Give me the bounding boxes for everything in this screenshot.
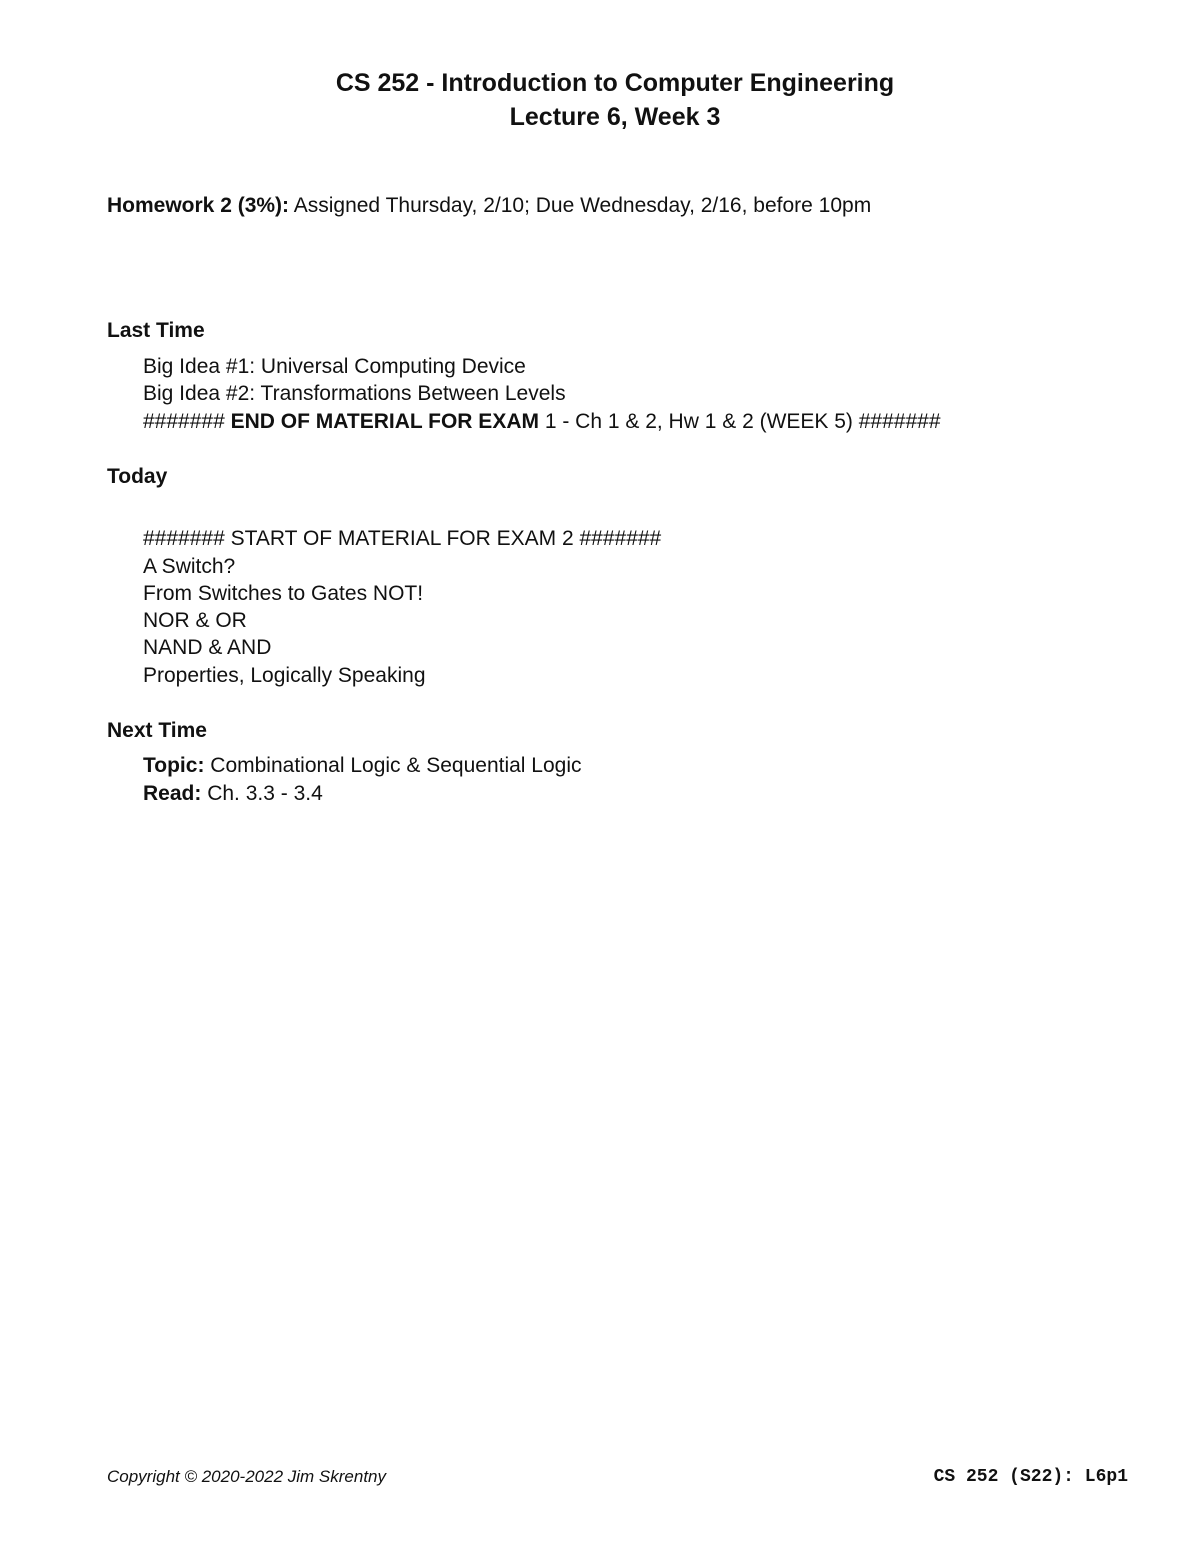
today-heading: Today [107, 465, 168, 488]
today-item: ####### START OF MATERIAL FOR EXAM 2 ####### [143, 527, 662, 550]
exam-line-prefix: ####### [143, 410, 231, 433]
topic-text: Combinational Logic & Sequential Logic [204, 754, 582, 777]
exam-1-boundary-line [143, 408, 941, 435]
last-time-item: Big Idea #1: Universal Computing Device [143, 355, 526, 378]
last-time-item: Big Idea #2: Transformations Between Levels [143, 382, 566, 405]
lecture-subtitle: Lecture 6, Week 3 [509, 103, 721, 131]
homework-label: Homework 2 (3%): [107, 194, 290, 217]
read-label: Read: [143, 782, 202, 805]
today-item: NOR & OR [143, 609, 247, 632]
read-text: Ch. 3.3 - 3.4 [201, 782, 323, 805]
today-item: Properties, Logically Speaking [143, 664, 426, 687]
footer-page-id: CS 252 (S22): L6p1 [933, 1467, 1128, 1487]
exam-line-bold: END OF MATERIAL FOR EXAM [230, 410, 539, 433]
homework-text: Assigned Thursday, 2/10; Due Wednesday, 2/16, before 10pm [289, 194, 872, 217]
today-item: NAND & AND [143, 636, 272, 659]
exam-line-suffix: 1 - Ch 1 & 2, Hw 1 & 2 (WEEK 5) ####### [538, 410, 941, 433]
today-item: From Switches to Gates NOT! [143, 582, 424, 605]
next-topic-line [143, 752, 582, 779]
document-title: CS 252 - Introduction to Computer Engineering [335, 69, 895, 97]
today-item: A Switch? [143, 555, 236, 578]
topic-label: Topic: [143, 754, 205, 777]
next-time-heading: Next Time [107, 719, 207, 742]
footer-copyright: Copyright © 2020-2022 Jim Skrentny [107, 1467, 386, 1486]
homework-line [107, 192, 871, 219]
last-time-heading: Last Time [107, 319, 205, 342]
next-read-line [143, 780, 323, 807]
